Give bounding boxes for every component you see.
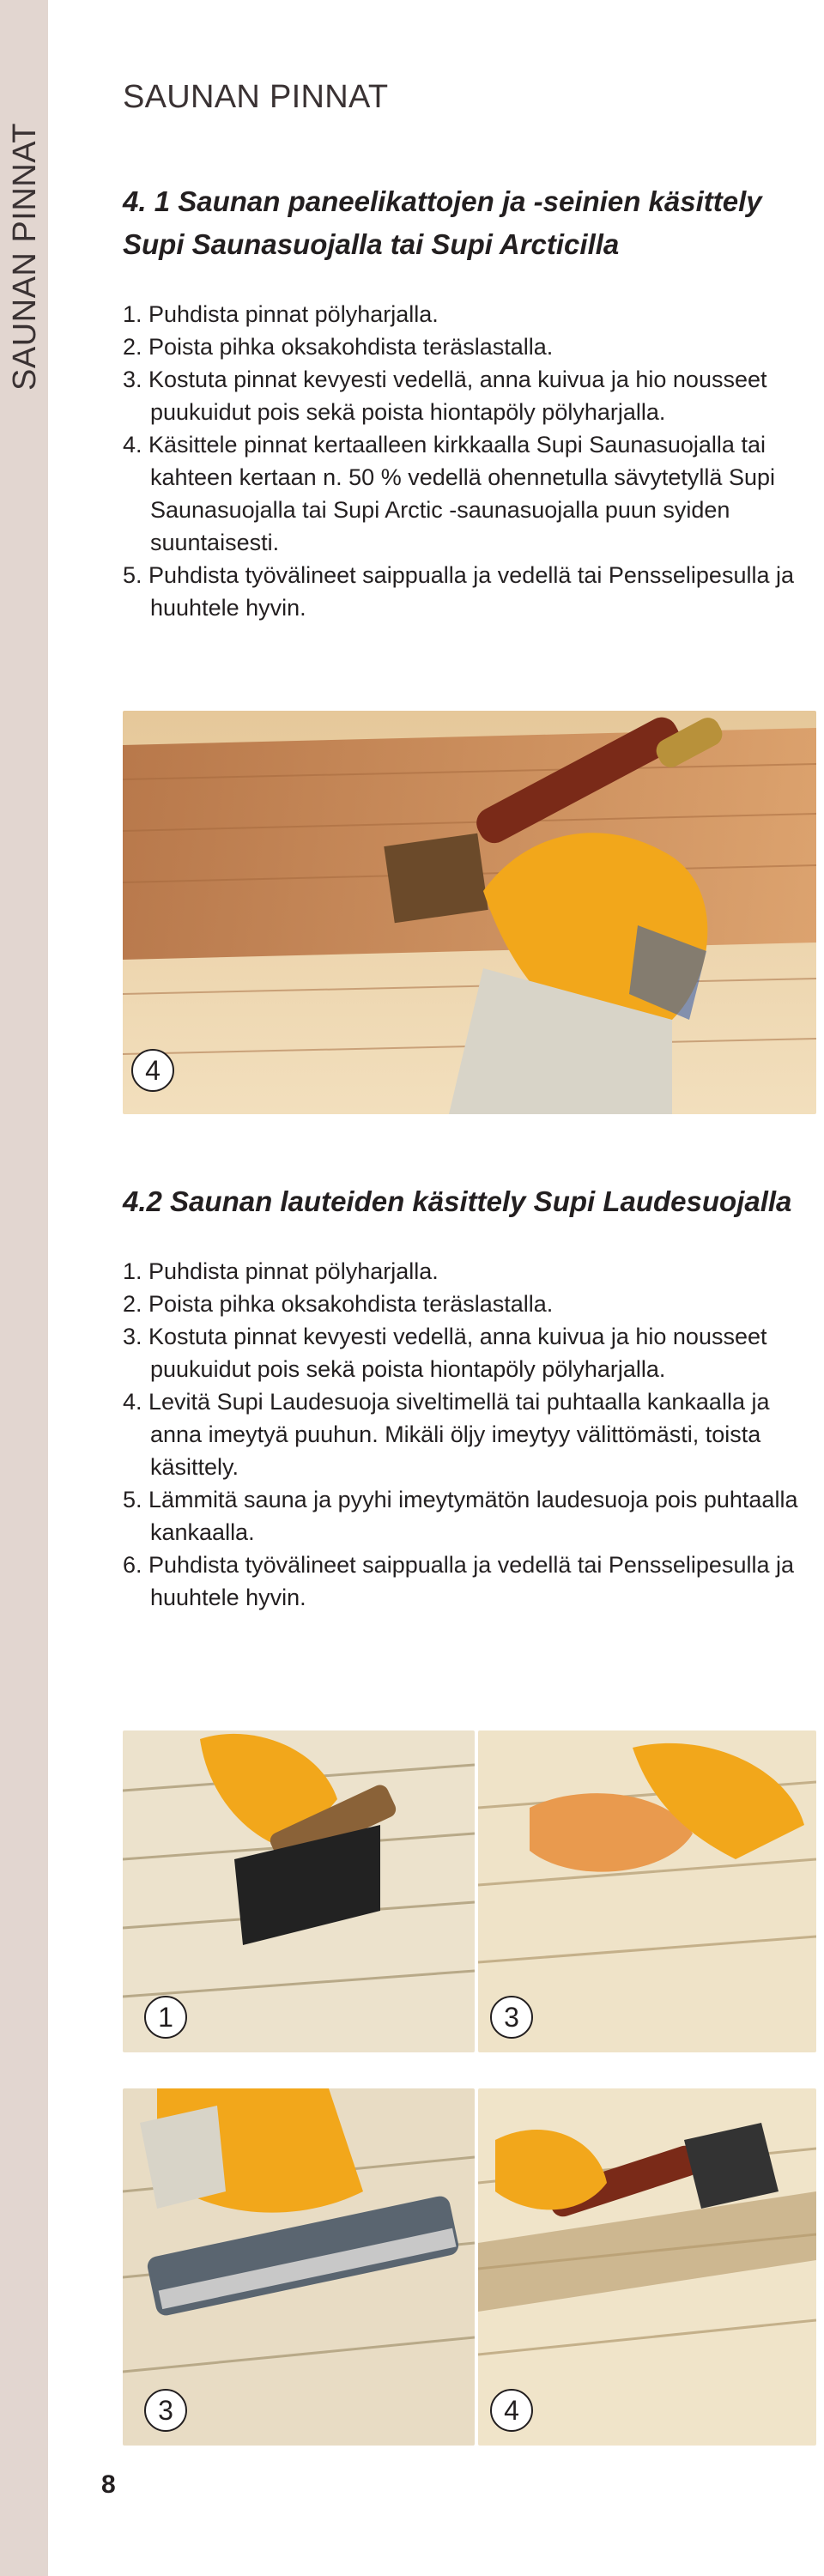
step-list [123, 298, 814, 624]
sidebar-label: SAUNAN PINNAT [7, 123, 43, 391]
photo-brush-on-bench [478, 2088, 816, 2446]
photo-cloth-wipe [478, 1730, 816, 2052]
step-item: 3. Kostuta pinnat kevyesti vedellä, anna kuivua ja hio nousseet puukuidut pois sekä poista hiontapöly pölyharjalla. [123, 367, 767, 425]
step-number-badge: 3 [490, 1996, 533, 2039]
step-item: 2. Poista pihka oksakohdista teräslastalla. [123, 1291, 554, 1317]
photo-brush-on-wall-panel [123, 711, 816, 1114]
step-number-badge: 4 [131, 1049, 174, 1092]
step-list [123, 1255, 814, 1614]
step-number-badge: 3 [144, 2389, 187, 2432]
step-item: 2. Poista pihka oksakohdista teräslastalla. [123, 334, 554, 360]
step-number-badge: 4 [490, 2389, 533, 2432]
step-number-badge: 1 [144, 1996, 187, 2039]
section-title: 4. 1 Saunan paneelikattojen ja -seinien käsittely Supi Saunasuojalla tai Supi Arcticilla [123, 185, 762, 260]
photo-illustration [478, 2088, 816, 2446]
page-number: 8 [101, 2470, 116, 2499]
page-header: SAUNAN PINNAT [123, 79, 389, 115]
section-title: 4.2 Saunan lauteiden käsittely Supi Laudesuojalla [123, 1185, 792, 1217]
step-item: 6. Puhdista työvälineet saippualla ja vedellä tai Pensselipesulla ja huuhtele hyvin. [123, 1552, 794, 1610]
photo-sanding-block [123, 2088, 475, 2446]
sidebar-strip [0, 0, 48, 2576]
step-item: 1. Puhdista pinnat pölyharjalla. [123, 1258, 439, 1284]
photo-dust-brush [123, 1730, 475, 2052]
step-item: 4. Levitä Supi Laudesuoja siveltimellä tai puhtaalla kankaalla ja anna imeytyä puuhun. Mikäli öljy imeytyy välittömästi, toista käsittely. [123, 1389, 770, 1480]
photo-illustration [123, 711, 816, 1114]
step-item: 3. Kostuta pinnat kevyesti vedellä, anna kuivua ja hio nousseet puukuidut pois sekä poista hiontapöly pölyharjalla. [123, 1324, 767, 1382]
step-item: 5. Lämmitä sauna ja pyyhi imeytymätön laudesuoja pois puhtaalla kankaalla. [123, 1487, 798, 1545]
step-item: 1. Puhdista pinnat pölyharjalla. [123, 301, 439, 327]
step-item: 5. Puhdista työvälineet saippualla ja vedellä tai Pensselipesulla ja huuhtele hyvin. [123, 562, 794, 621]
step-item: 4. Käsittele pinnat kertaalleen kirkkaalla Supi Saunasuojalla tai kahteen kertaan n. 50 % vedellä ohennetulla sävytetyllä Supi Saunasuojalla tai Supi Arctic -saunasuojalla puun syiden suuntaisesti. [123, 432, 775, 555]
